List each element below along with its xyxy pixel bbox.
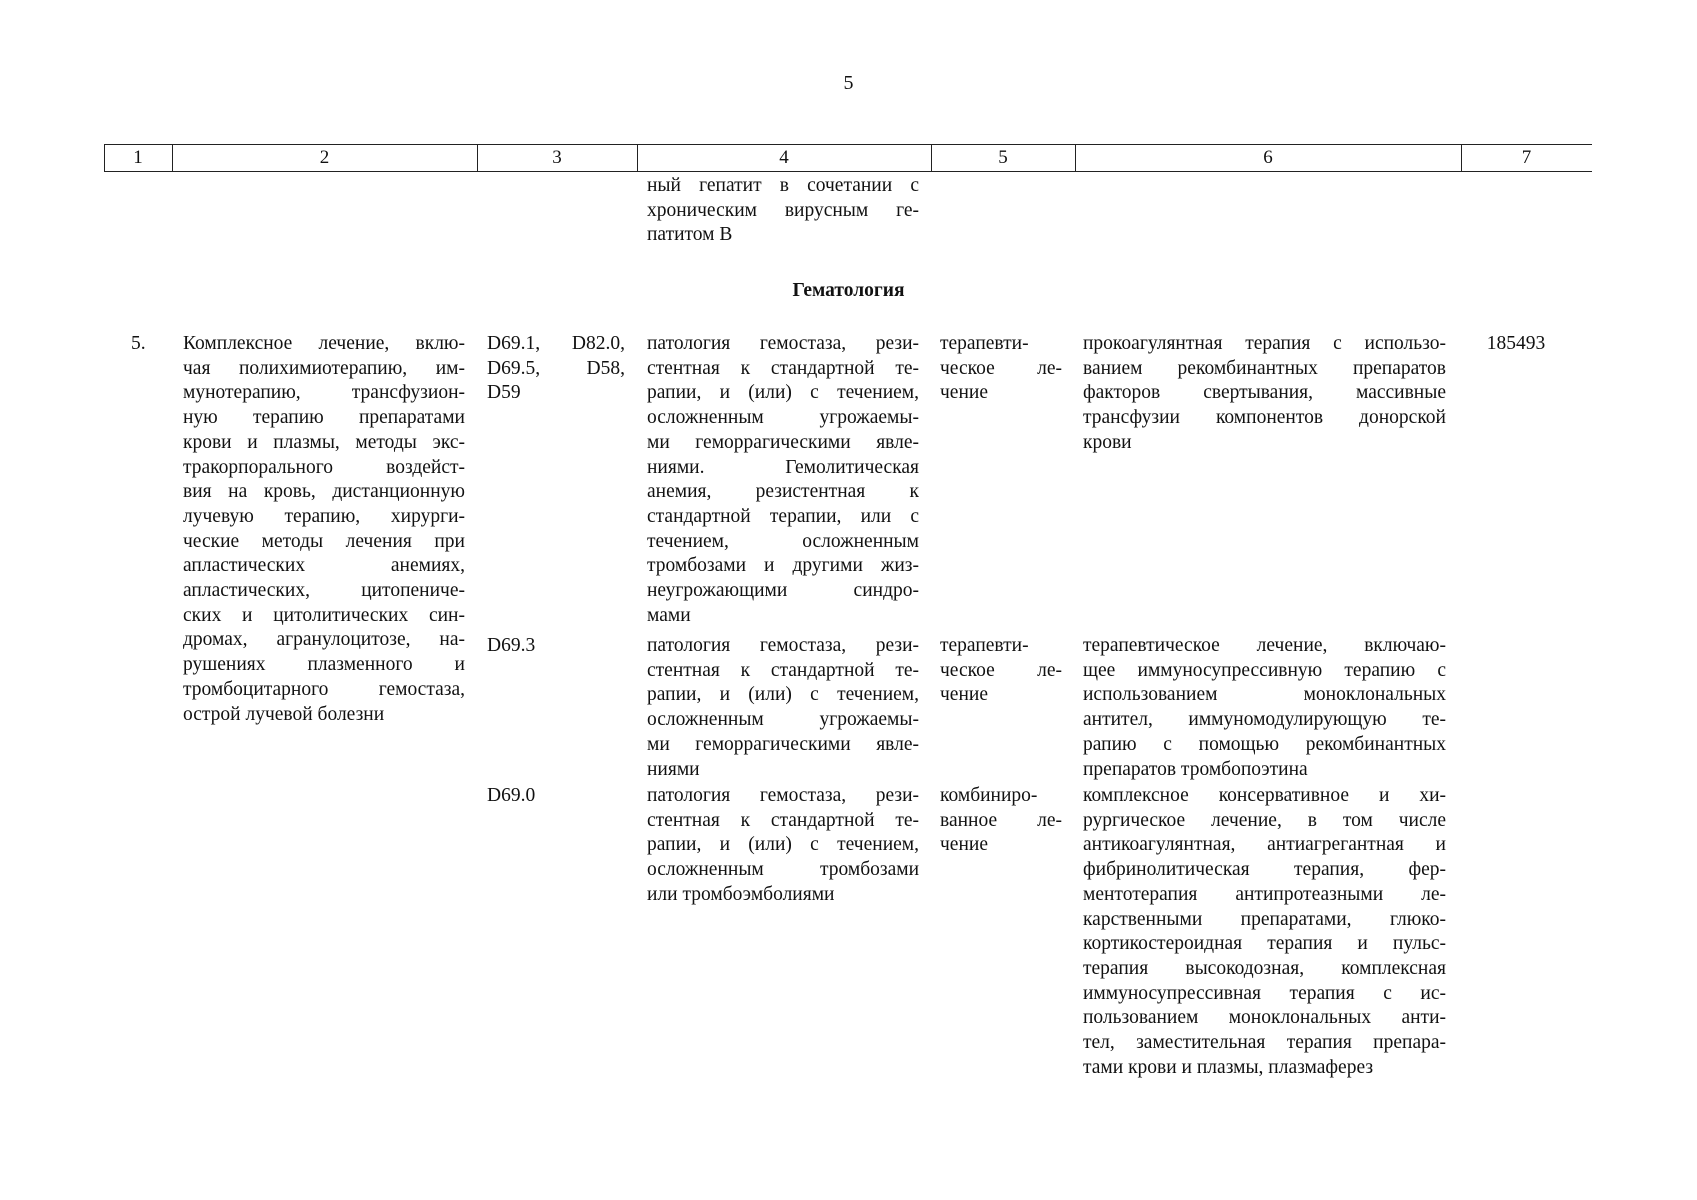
subrow-3-treatment <box>940 784 1062 858</box>
header-col-2: 2 <box>319 147 330 168</box>
text-line: патология гемостаза, рези- <box>647 333 919 354</box>
table-header <box>104 144 1592 172</box>
text-line: лучевую терапию, хирурги- <box>183 505 465 527</box>
text-line: осложненным угрожаемы- <box>647 709 919 731</box>
text-line: ческое ле- <box>940 357 1062 379</box>
text-line: ческое ле- <box>940 659 1062 681</box>
text-line: комплексное консервативное и хи- <box>1083 785 1446 806</box>
text-line: чение <box>940 684 988 706</box>
subrow-1-model <box>647 332 919 628</box>
text-line: карственными препаратами, глюко- <box>1083 908 1446 930</box>
text-line: дромах, агранулоцитозе, на- <box>183 629 465 651</box>
row-description <box>183 332 465 727</box>
text-line: патология гемостаза, рези- <box>647 785 919 806</box>
text-line: острой лучевой болезни <box>183 703 385 725</box>
text-line: D69.3 <box>487 635 536 656</box>
text-line: рапии, и (или) с течением, <box>647 684 919 706</box>
text-line: D69.5, D58, <box>487 357 625 379</box>
text-line: рушениях плазменного и <box>183 654 465 676</box>
text-line: ских и цитолитических син- <box>183 604 465 626</box>
text-line: использованием моноклональных <box>1083 684 1446 706</box>
text-line: ческие методы лечения при <box>183 530 465 552</box>
page-number: 5 <box>843 72 854 94</box>
text-line: чая полихимиотерапию, им- <box>183 357 465 379</box>
header-col-1: 1 <box>133 147 143 168</box>
text-line: антител, иммуномодулирующую те- <box>1083 709 1446 731</box>
text-line: ванное ле- <box>940 809 1062 831</box>
text-line: вия на кровь, дистанционную <box>183 481 465 503</box>
text-line: факторов свертывания, массивные <box>1083 382 1446 404</box>
text-line: тромбоцитарного гемостаза, <box>183 678 465 700</box>
header-col-4: 4 <box>779 147 789 168</box>
header-col-5: 5 <box>998 147 1008 168</box>
text-line: трансфузии компонентов донорской <box>1083 407 1446 429</box>
subrow-1-treatment <box>940 332 1062 406</box>
text-line: D69.0 <box>487 785 536 806</box>
text-line: рапии, и (или) с течением, <box>647 834 919 856</box>
text-line: ментотерапия антипротеазными ле- <box>1083 883 1446 905</box>
text-line: стандартной терапии, или с <box>647 505 919 527</box>
text-line: ми геморрагическими явле- <box>647 431 919 453</box>
text-line: тромбозами и другими жиз- <box>647 555 919 577</box>
text-line: стентная к стандартной те- <box>647 659 919 681</box>
text-line: мунотерапию, трансфузион- <box>183 382 465 404</box>
text-line: D59 <box>487 382 521 404</box>
subrow-2-codes <box>487 634 625 659</box>
text-line: терапия высокодозная, комплексная <box>1083 957 1446 979</box>
subrow-2-method <box>1083 634 1446 782</box>
text-line: терапевтическое лечение, включаю- <box>1083 635 1446 656</box>
text-line: прокоагулянтная терапия с использо- <box>1083 333 1446 354</box>
text-line: течением, осложненным <box>647 530 919 552</box>
text-line: кортикостероидная терапия и пульс- <box>1083 933 1446 955</box>
text-line: тами крови и плазмы, плазмаферез <box>1083 1056 1374 1078</box>
text-line: чение <box>940 834 988 856</box>
continuation-model <box>647 174 919 248</box>
text-line: тел, заместительная терапия препара- <box>1083 1032 1446 1054</box>
section-title: Гематология <box>792 280 905 301</box>
text-line: хроническим вирусным ге- <box>647 199 919 221</box>
text-line: осложненным угрожаемы- <box>647 407 919 429</box>
text-line: крови <box>1083 431 1132 453</box>
text-line: антикоагулянтная, антиагрегантная и <box>1083 834 1446 856</box>
text-line: апластических, цитопениче- <box>183 580 465 602</box>
subrow-3-method <box>1083 784 1446 1080</box>
text-line: ную терапию препаратами <box>183 407 465 429</box>
subrow-1-codes <box>487 332 625 406</box>
text-line: пользованием моноклональных анти- <box>1083 1007 1446 1029</box>
text-line: иммуносупрессивная терапия с ис- <box>1083 982 1446 1004</box>
text-line: терапевти- <box>940 635 1029 656</box>
text-line: стентная к стандартной те- <box>647 809 919 831</box>
row-number: 5. <box>131 333 146 354</box>
text-line: ниями. Гемолитическая <box>647 456 919 478</box>
text-line: патитом В <box>647 224 733 246</box>
text-line: чение <box>940 382 988 404</box>
row-price: 185493 <box>1486 333 1546 354</box>
subrow-2-treatment <box>940 634 1062 708</box>
text-line: ми геморрагическими явле- <box>647 733 919 755</box>
subrow-3-model <box>647 784 919 908</box>
text-line: крови и плазмы, методы экс- <box>183 431 465 453</box>
text-line: апластических анемиях, <box>183 555 465 577</box>
header-col-6: 6 <box>1263 147 1273 168</box>
text-line: комбиниро- <box>940 785 1038 806</box>
text-line: терапевти- <box>940 333 1029 354</box>
text-line: ванием рекомбинантных препаратов <box>1083 357 1446 379</box>
text-line: препаратов тромбопоэтина <box>1083 758 1308 780</box>
text-line: ниями <box>647 758 700 780</box>
text-line: рапии, и (или) с течением, <box>647 382 919 404</box>
text-line: рапию с помощью рекомбинантных <box>1083 733 1446 755</box>
subrow-2-model <box>647 634 919 782</box>
text-line: патология гемостаза, рези- <box>647 635 919 656</box>
text-line: тракорпорального воздейст- <box>183 456 465 478</box>
text-line: рургическое лечение, в том числе <box>1083 809 1446 831</box>
header-col-3: 3 <box>552 147 562 168</box>
header-col-7: 7 <box>1521 147 1532 168</box>
text-line: щее иммуносупрессивную терапию с <box>1083 659 1446 681</box>
text-line: ный гепатит в сочетании с <box>647 175 919 196</box>
text-line: мами <box>647 604 691 626</box>
text-line: D69.1, D82.0, <box>487 333 625 354</box>
text-line: неугрожающими синдро- <box>647 580 919 602</box>
text-line: осложненным тромбозами <box>647 859 919 881</box>
text-line: анемия, резистентная к <box>647 481 919 503</box>
subrow-3-codes <box>487 784 625 809</box>
subrow-1-method <box>1083 332 1446 456</box>
text-line: Комплексное лечение, вклю- <box>183 333 465 354</box>
text-line: фибринолитическая терапия, фер- <box>1083 859 1446 881</box>
text-line: стентная к стандартной те- <box>647 357 919 379</box>
text-line: или тромбоэмболиями <box>647 883 835 905</box>
